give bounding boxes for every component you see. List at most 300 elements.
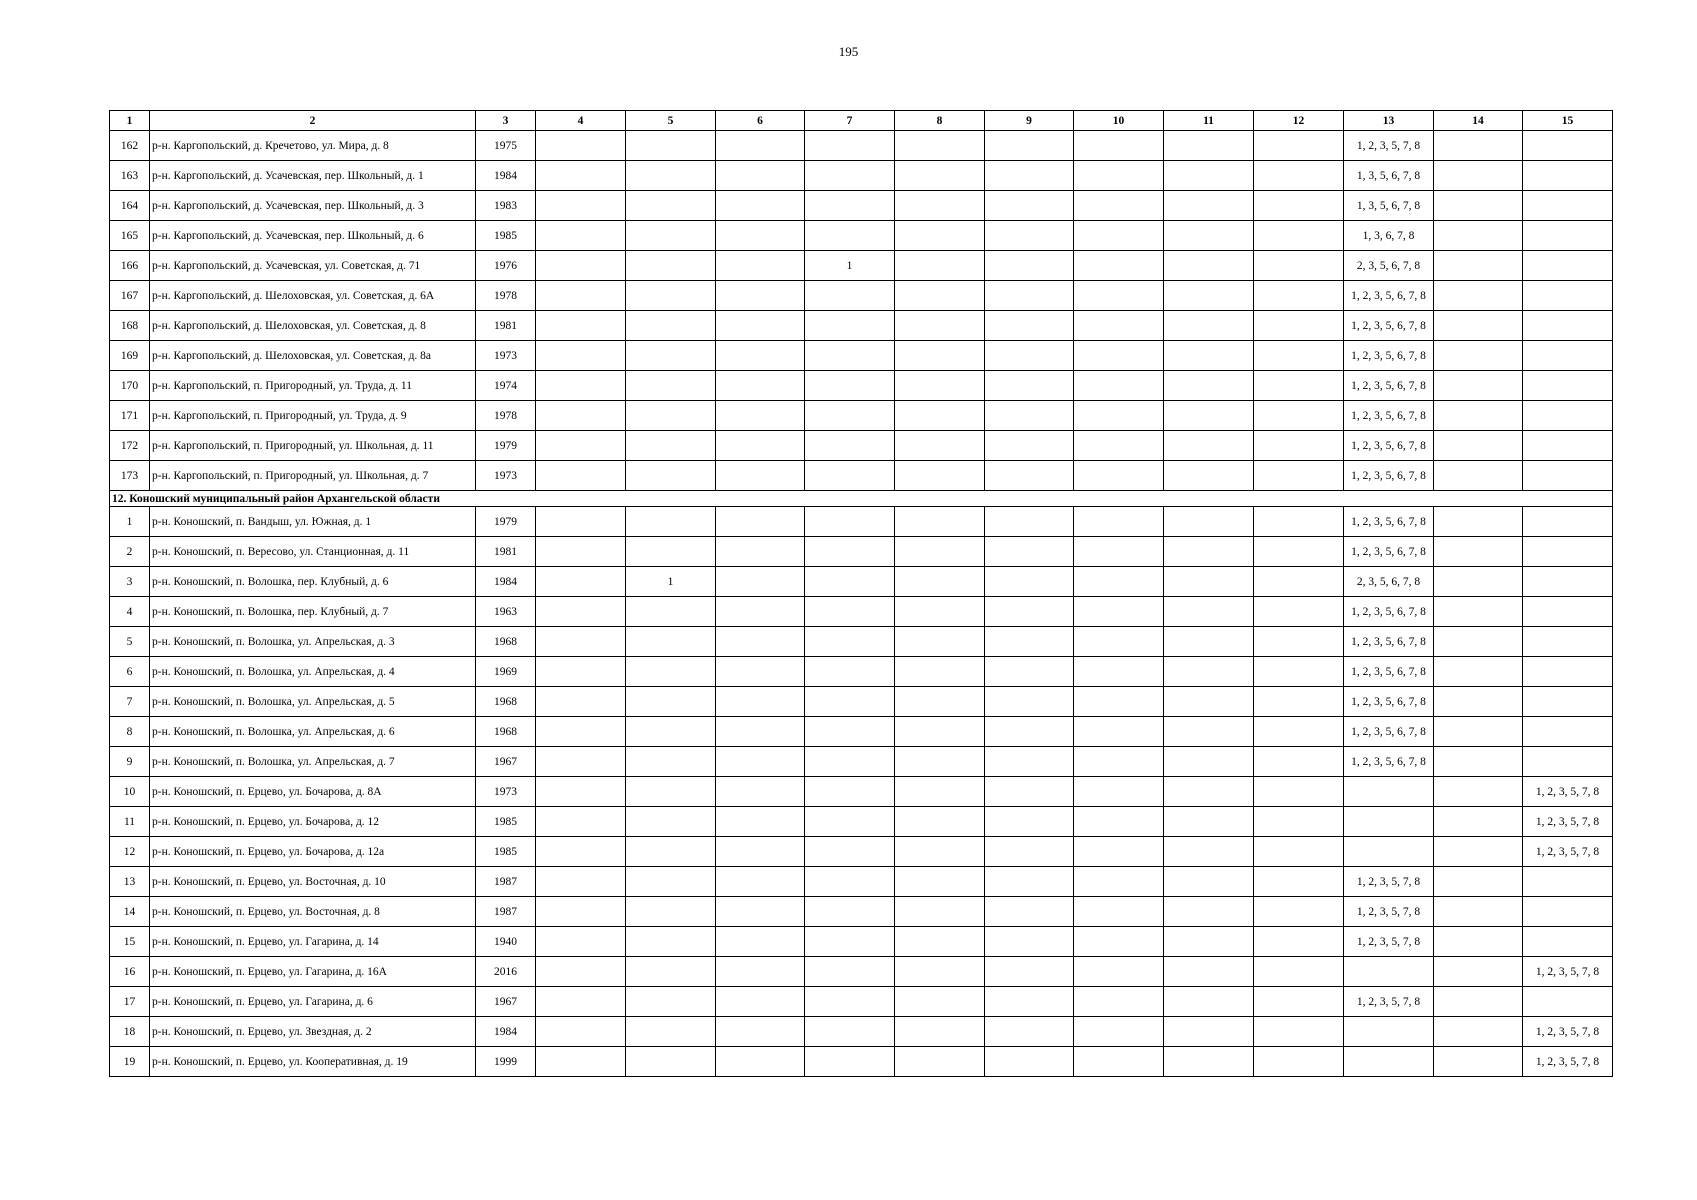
empty-cell	[1074, 507, 1164, 537]
empty-cell	[1434, 311, 1523, 341]
empty-cell	[985, 461, 1074, 491]
row-number: 15	[110, 927, 150, 957]
row-address: р-н. Каргопольский, п. Пригородный, ул. Труда, д. 11	[150, 371, 476, 401]
empty-cell	[1074, 687, 1164, 717]
empty-cell	[985, 401, 1074, 431]
cell-col-13: 1, 2, 3, 5, 7, 8	[1344, 131, 1434, 161]
empty-cell	[1254, 251, 1344, 281]
row-address: р-н. Коношский, п. Волошка, ул. Апрельская, д. 6	[150, 717, 476, 747]
empty-cell	[716, 567, 805, 597]
row-address: р-н. Каргопольский, д. Усачевская, пер. Школьный, д. 1	[150, 161, 476, 191]
empty-cell	[1434, 537, 1523, 567]
empty-cell	[536, 867, 626, 897]
empty-cell	[536, 987, 626, 1017]
row-year: 1985	[476, 837, 536, 867]
empty-cell	[716, 431, 805, 461]
empty-cell	[1434, 131, 1523, 161]
empty-cell	[1254, 461, 1344, 491]
table-row	[110, 567, 1613, 597]
empty-cell	[1164, 371, 1254, 401]
cell-col-7	[805, 311, 895, 341]
empty-cell	[1164, 837, 1254, 867]
empty-cell	[895, 987, 985, 1017]
empty-cell	[1254, 987, 1344, 1017]
empty-cell	[1164, 131, 1254, 161]
empty-cell	[536, 1017, 626, 1047]
cell-col-7	[805, 987, 895, 1017]
row-number: 9	[110, 747, 150, 777]
cell-col-5	[626, 717, 716, 747]
row-year: 1984	[476, 567, 536, 597]
cell-col-15	[1523, 161, 1613, 191]
row-address: р-н. Коношский, п. Волошка, ул. Апрельская, д. 7	[150, 747, 476, 777]
empty-cell	[895, 311, 985, 341]
row-address: р-н. Коношский, п. Ерцево, ул. Восточная, д. 8	[150, 897, 476, 927]
cell-col-15	[1523, 401, 1613, 431]
cell-col-7	[805, 957, 895, 987]
empty-cell	[985, 897, 1074, 927]
empty-cell	[1254, 341, 1344, 371]
cell-col-13: 1, 2, 3, 5, 6, 7, 8	[1344, 537, 1434, 567]
empty-cell	[1074, 281, 1164, 311]
empty-cell	[895, 537, 985, 567]
table-row	[110, 597, 1613, 627]
empty-cell	[895, 131, 985, 161]
empty-cell	[1434, 1017, 1523, 1047]
empty-cell	[1164, 341, 1254, 371]
cell-col-5	[626, 837, 716, 867]
empty-cell	[1254, 657, 1344, 687]
cell-col-15	[1523, 281, 1613, 311]
empty-cell	[895, 1047, 985, 1077]
empty-cell	[895, 161, 985, 191]
empty-cell	[536, 311, 626, 341]
empty-cell	[536, 597, 626, 627]
row-number: 171	[110, 401, 150, 431]
empty-cell	[1254, 627, 1344, 657]
cell-col-7	[805, 807, 895, 837]
empty-cell	[1074, 371, 1164, 401]
cell-col-13: 1, 2, 3, 5, 6, 7, 8	[1344, 717, 1434, 747]
cell-col-15	[1523, 627, 1613, 657]
empty-cell	[1254, 897, 1344, 927]
table-row	[110, 687, 1613, 717]
cell-col-15: 1, 2, 3, 5, 7, 8	[1523, 777, 1613, 807]
row-year: 1967	[476, 987, 536, 1017]
data-table	[109, 110, 1613, 1077]
table-row	[110, 131, 1613, 161]
empty-cell	[1074, 927, 1164, 957]
cell-col-13: 1, 2, 3, 5, 6, 7, 8	[1344, 747, 1434, 777]
empty-cell	[895, 597, 985, 627]
empty-cell	[985, 191, 1074, 221]
cell-col-5	[626, 927, 716, 957]
empty-cell	[1164, 537, 1254, 567]
empty-cell	[1164, 957, 1254, 987]
cell-col-15	[1523, 687, 1613, 717]
row-number: 4	[110, 597, 150, 627]
row-address: р-н. Коношский, п. Ерцево, ул. Бочарова, д. 12	[150, 807, 476, 837]
cell-col-5	[626, 251, 716, 281]
row-address: р-н. Каргопольский, д. Усачевская, пер. Школьный, д. 6	[150, 221, 476, 251]
row-address: р-н. Коношский, п. Ерцево, ул. Гагарина, д. 14	[150, 927, 476, 957]
empty-cell	[536, 281, 626, 311]
cell-col-5: 1	[626, 567, 716, 597]
cell-col-5	[626, 957, 716, 987]
table-row	[110, 537, 1613, 567]
empty-cell	[1074, 191, 1164, 221]
empty-cell	[1434, 927, 1523, 957]
row-address: р-н. Коношский, п. Волошка, пер. Клубный, д. 6	[150, 567, 476, 597]
row-address: р-н. Коношский, п. Ерцево, ул. Восточная, д. 10	[150, 867, 476, 897]
empty-cell	[716, 927, 805, 957]
cell-col-15: 1, 2, 3, 5, 7, 8	[1523, 957, 1613, 987]
table-row	[110, 747, 1613, 777]
cell-col-7	[805, 567, 895, 597]
empty-cell	[895, 867, 985, 897]
row-address: р-н. Каргопольский, д. Кречетово, ул. Мира, д. 8	[150, 131, 476, 161]
empty-cell	[1254, 161, 1344, 191]
empty-cell	[1434, 191, 1523, 221]
column-header: 3	[476, 111, 536, 131]
empty-cell	[1434, 507, 1523, 537]
cell-col-13: 1, 2, 3, 5, 6, 7, 8	[1344, 507, 1434, 537]
table-row	[110, 1047, 1613, 1077]
empty-cell	[985, 251, 1074, 281]
empty-cell	[716, 281, 805, 311]
empty-cell	[716, 1017, 805, 1047]
empty-cell	[1164, 897, 1254, 927]
empty-cell	[1074, 627, 1164, 657]
row-address: р-н. Каргопольский, д. Шелоховская, ул. Советская, д. 8а	[150, 341, 476, 371]
empty-cell	[895, 897, 985, 927]
table-row	[110, 807, 1613, 837]
empty-cell	[716, 507, 805, 537]
cell-col-15	[1523, 717, 1613, 747]
table-row	[110, 957, 1613, 987]
cell-col-5	[626, 161, 716, 191]
row-number: 14	[110, 897, 150, 927]
column-header: 6	[716, 111, 805, 131]
table-row	[110, 461, 1613, 491]
empty-cell	[1164, 567, 1254, 597]
empty-cell	[1254, 867, 1344, 897]
empty-cell	[716, 747, 805, 777]
cell-col-7	[805, 191, 895, 221]
empty-cell	[536, 717, 626, 747]
empty-cell	[1164, 507, 1254, 537]
empty-cell	[895, 507, 985, 537]
row-address: р-н. Коношский, п. Вандыш, ул. Южная, д. 1	[150, 507, 476, 537]
cell-col-15	[1523, 371, 1613, 401]
cell-col-7	[805, 281, 895, 311]
cell-col-7	[805, 131, 895, 161]
row-number: 18	[110, 1017, 150, 1047]
empty-cell	[536, 191, 626, 221]
table-row	[110, 281, 1613, 311]
empty-cell	[536, 341, 626, 371]
cell-col-15	[1523, 311, 1613, 341]
empty-cell	[985, 281, 1074, 311]
cell-col-5	[626, 191, 716, 221]
cell-col-15	[1523, 567, 1613, 597]
cell-col-7	[805, 371, 895, 401]
empty-cell	[536, 221, 626, 251]
cell-col-7	[805, 161, 895, 191]
empty-cell	[1074, 957, 1164, 987]
empty-cell	[1434, 161, 1523, 191]
cell-col-5	[626, 1047, 716, 1077]
empty-cell	[536, 251, 626, 281]
empty-cell	[985, 837, 1074, 867]
cell-col-13: 1, 2, 3, 5, 6, 7, 8	[1344, 657, 1434, 687]
cell-col-15	[1523, 431, 1613, 461]
row-address: р-н. Коношский, п. Ерцево, ул. Звездная, д. 2	[150, 1017, 476, 1047]
cell-col-7	[805, 537, 895, 567]
row-year: 1981	[476, 537, 536, 567]
empty-cell	[1164, 867, 1254, 897]
row-year: 1973	[476, 461, 536, 491]
cell-col-5	[626, 657, 716, 687]
cell-col-15: 1, 2, 3, 5, 7, 8	[1523, 837, 1613, 867]
table-row	[110, 401, 1613, 431]
cell-col-13	[1344, 807, 1434, 837]
empty-cell	[1254, 191, 1344, 221]
cell-col-15	[1523, 867, 1613, 897]
table-row	[110, 927, 1613, 957]
cell-col-7	[805, 837, 895, 867]
cell-col-15	[1523, 191, 1613, 221]
row-number: 8	[110, 717, 150, 747]
empty-cell	[895, 927, 985, 957]
empty-cell	[1074, 161, 1164, 191]
cell-col-13: 1, 2, 3, 5, 6, 7, 8	[1344, 431, 1434, 461]
row-year: 1979	[476, 431, 536, 461]
cell-col-7	[805, 897, 895, 927]
empty-cell	[1164, 191, 1254, 221]
cell-col-13: 1, 2, 3, 5, 6, 7, 8	[1344, 627, 1434, 657]
empty-cell	[1254, 131, 1344, 161]
cell-col-5	[626, 987, 716, 1017]
empty-cell	[1074, 431, 1164, 461]
cell-col-7	[805, 507, 895, 537]
cell-col-13: 1, 2, 3, 5, 7, 8	[1344, 927, 1434, 957]
row-address: р-н. Каргопольский, д. Усачевская, ул. Советская, д. 71	[150, 251, 476, 281]
cell-col-15: 1, 2, 3, 5, 7, 8	[1523, 1017, 1613, 1047]
empty-cell	[1434, 597, 1523, 627]
cell-col-15: 1, 2, 3, 5, 7, 8	[1523, 1047, 1613, 1077]
cell-col-13: 1, 2, 3, 5, 6, 7, 8	[1344, 687, 1434, 717]
row-number: 12	[110, 837, 150, 867]
row-year: 1973	[476, 341, 536, 371]
cell-col-7	[805, 777, 895, 807]
column-header: 4	[536, 111, 626, 131]
empty-cell	[1074, 597, 1164, 627]
empty-cell	[716, 401, 805, 431]
empty-cell	[1434, 281, 1523, 311]
empty-cell	[1254, 507, 1344, 537]
row-number: 17	[110, 987, 150, 1017]
cell-col-15	[1523, 131, 1613, 161]
empty-cell	[716, 867, 805, 897]
cell-col-5	[626, 431, 716, 461]
empty-cell	[1164, 1047, 1254, 1077]
empty-cell	[985, 341, 1074, 371]
column-header: 1	[110, 111, 150, 131]
cell-col-13: 1, 3, 5, 6, 7, 8	[1344, 161, 1434, 191]
row-year: 1985	[476, 221, 536, 251]
empty-cell	[1164, 281, 1254, 311]
table-row	[110, 311, 1613, 341]
empty-cell	[536, 131, 626, 161]
row-address: р-н. Коношский, п. Волошка, ул. Апрельская, д. 4	[150, 657, 476, 687]
cell-col-15	[1523, 341, 1613, 371]
cell-col-7	[805, 687, 895, 717]
row-number: 166	[110, 251, 150, 281]
row-number: 5	[110, 627, 150, 657]
row-address: р-н. Коношский, п. Ерцево, ул. Гагарина, д. 6	[150, 987, 476, 1017]
empty-cell	[716, 657, 805, 687]
empty-cell	[536, 1047, 626, 1077]
empty-cell	[716, 897, 805, 927]
row-number: 163	[110, 161, 150, 191]
empty-cell	[985, 567, 1074, 597]
cell-col-7	[805, 341, 895, 371]
empty-cell	[1164, 657, 1254, 687]
empty-cell	[1164, 987, 1254, 1017]
cell-col-5	[626, 221, 716, 251]
empty-cell	[895, 657, 985, 687]
row-number: 7	[110, 687, 150, 717]
empty-cell	[1434, 461, 1523, 491]
cell-col-7	[805, 717, 895, 747]
column-header: 9	[985, 111, 1074, 131]
empty-cell	[895, 221, 985, 251]
cell-col-7	[805, 401, 895, 431]
empty-cell	[1434, 837, 1523, 867]
row-year: 1979	[476, 507, 536, 537]
column-header: 8	[895, 111, 985, 131]
empty-cell	[1074, 221, 1164, 251]
empty-cell	[1254, 747, 1344, 777]
table-row	[110, 867, 1613, 897]
column-header: 14	[1434, 111, 1523, 131]
empty-cell	[1254, 281, 1344, 311]
cell-col-5	[626, 537, 716, 567]
cell-col-5	[626, 807, 716, 837]
empty-cell	[985, 687, 1074, 717]
empty-cell	[716, 957, 805, 987]
cell-col-13	[1344, 837, 1434, 867]
row-address: р-н. Коношский, п. Вересово, ул. Станционная, д. 11	[150, 537, 476, 567]
cell-col-13: 2, 3, 5, 6, 7, 8	[1344, 251, 1434, 281]
cell-col-5	[626, 507, 716, 537]
row-number: 165	[110, 221, 150, 251]
empty-cell	[1254, 777, 1344, 807]
cell-col-7	[805, 657, 895, 687]
empty-cell	[1164, 401, 1254, 431]
cell-col-7	[805, 221, 895, 251]
empty-cell	[536, 837, 626, 867]
empty-cell	[1164, 747, 1254, 777]
table-row	[110, 657, 1613, 687]
empty-cell	[1074, 341, 1164, 371]
table-row	[110, 221, 1613, 251]
cell-col-13: 1, 2, 3, 5, 6, 7, 8	[1344, 371, 1434, 401]
empty-cell	[716, 987, 805, 1017]
empty-cell	[895, 687, 985, 717]
empty-cell	[1434, 341, 1523, 371]
empty-cell	[1074, 717, 1164, 747]
empty-cell	[716, 537, 805, 567]
cell-col-7	[805, 1017, 895, 1047]
empty-cell	[1254, 687, 1344, 717]
empty-cell	[1434, 371, 1523, 401]
cell-col-13	[1344, 1017, 1434, 1047]
empty-cell	[895, 627, 985, 657]
row-number: 3	[110, 567, 150, 597]
empty-cell	[1074, 777, 1164, 807]
cell-col-15	[1523, 657, 1613, 687]
row-address: р-н. Каргопольский, п. Пригородный, ул. Школьная, д. 7	[150, 461, 476, 491]
cell-col-13	[1344, 777, 1434, 807]
empty-cell	[985, 1047, 1074, 1077]
row-number: 168	[110, 311, 150, 341]
cell-col-15	[1523, 927, 1613, 957]
row-number: 167	[110, 281, 150, 311]
row-address: р-н. Каргопольский, д. Шелоховская, ул. Советская, д. 6А	[150, 281, 476, 311]
table-row	[110, 371, 1613, 401]
empty-cell	[1434, 221, 1523, 251]
table-row	[110, 627, 1613, 657]
row-year: 1978	[476, 281, 536, 311]
empty-cell	[1254, 311, 1344, 341]
empty-cell	[1434, 431, 1523, 461]
cell-col-7	[805, 747, 895, 777]
row-year: 1974	[476, 371, 536, 401]
row-year: 1978	[476, 401, 536, 431]
column-header: 12	[1254, 111, 1344, 131]
row-year: 1975	[476, 131, 536, 161]
empty-cell	[985, 507, 1074, 537]
empty-cell	[895, 567, 985, 597]
table-row	[110, 191, 1613, 221]
cell-col-15	[1523, 251, 1613, 281]
empty-cell	[716, 311, 805, 341]
row-year: 1976	[476, 251, 536, 281]
empty-cell	[536, 401, 626, 431]
empty-cell	[536, 627, 626, 657]
empty-cell	[1164, 927, 1254, 957]
empty-cell	[985, 537, 1074, 567]
row-year: 1968	[476, 687, 536, 717]
section-title: 12. Коношский муниципальный район Архангельской области	[110, 491, 1613, 507]
empty-cell	[1164, 627, 1254, 657]
cell-col-7	[805, 597, 895, 627]
empty-cell	[985, 927, 1074, 957]
empty-cell	[716, 251, 805, 281]
empty-cell	[716, 807, 805, 837]
empty-cell	[536, 897, 626, 927]
empty-cell	[1254, 837, 1344, 867]
row-year: 1984	[476, 1017, 536, 1047]
empty-cell	[1164, 687, 1254, 717]
table-row	[110, 507, 1613, 537]
row-year: 1973	[476, 777, 536, 807]
table-row	[110, 431, 1613, 461]
column-header: 10	[1074, 111, 1164, 131]
empty-cell	[536, 371, 626, 401]
